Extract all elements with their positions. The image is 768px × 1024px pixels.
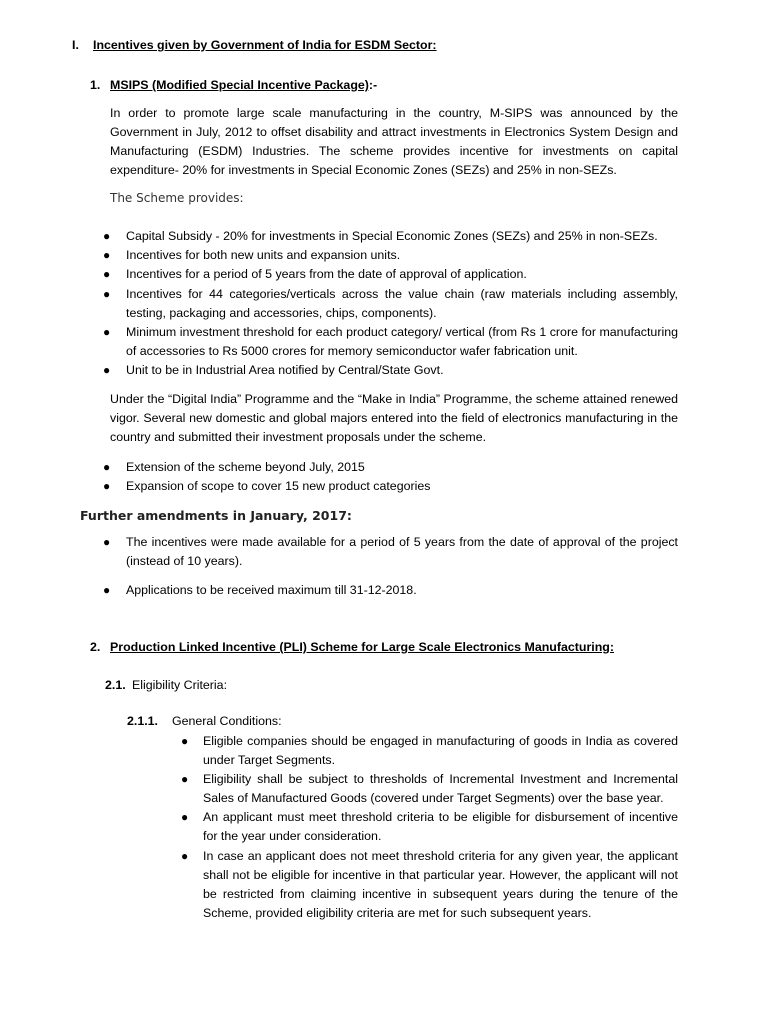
list-item: Incentives for a period of 5 years from the date of approval of application. [126,267,527,281]
bullet-icon: ● [103,229,111,243]
list-item: Applications to be received maximum till 31-12-2018. [126,583,417,597]
list-item: Eligible companies should be engaged in manufacturing of goods in India as covered under Target Segments. [203,734,678,767]
bullet-icon: ● [103,535,111,549]
bullet-icon: ● [103,267,111,281]
bullet-icon: ● [103,479,111,493]
msips-heading-row [110,76,377,95]
bullet-icon: ● [181,772,189,786]
bullet-icon: ● [103,325,111,339]
bullet-icon: ● [103,583,111,597]
bullet-icon: ● [103,460,111,474]
digital-india-paragraph: Under the “Digital India” Programme and the “Make in India” Programme, the scheme attained renewed vigor. Several new domestic and global majors entered into the field of electronics manufacturing in the country and submitted their investment proposals under the scheme. [110,392,678,444]
msips-heading: MSIPS (Modified Special Incentive Package) [110,78,369,92]
msips-intro: In order to promote large scale manufacturing in the country, M-SIPS was announced by the Government in July, 2012 to offset disability and attract investments in Electronics System Design and Manufacturing (ESDM) Industries. The scheme provides incentive for investments on capital expenditure- 20% for investments in Special Economic Zones (SEZs) and 25% in non-SEZs. [110,106,678,177]
section-heading: Incentives given by Government of India for ESDM Sector: [93,38,437,52]
bullet-icon: ● [181,734,189,748]
bullet-icon: ● [103,287,111,301]
list-item: Incentives for 44 categories/verticals across the value chain (raw materials including assembly, testing, packaging and accessories, chips, components). [126,287,678,320]
general-heading: General Conditions: [172,714,282,728]
pli-heading: Production Linked Incentive (PLI) Scheme for Large Scale Electronics Manufacturing: [110,640,614,654]
list-item: In case an applicant does not meet threshold criteria for any given year, the applicant shall not be eligible for incentive in that particular year. However, the applicant will not be restricted from claiming incentive in subsequent years during the tenure of the Scheme, provided eligibility criteria are met for such subsequent years. [203,849,678,920]
list-item: Unit to be in Industrial Area notified by Central/State Govt. [126,363,444,377]
eligibility-heading: Eligibility Criteria: [132,678,228,692]
msips-number: 1. [90,78,101,92]
list-item: Capital Subsidy - 20% for investments in Special Economic Zones (SEZs) and 25% in non-SEZs. [126,229,658,243]
list-item: Minimum investment threshold for each product category/ vertical (from Rs 1 crore for manufacturing of accessories to Rs 5000 crores for memory semiconductor wafer fabrication unit. [126,325,678,358]
list-item: An applicant must meet threshold criteria to be eligible for disbursement of incentive for the year under consideration. [203,810,678,843]
bullet-icon: ● [103,248,111,262]
provides-label: The Scheme provides: [110,191,244,205]
section-number: I. [72,38,79,52]
amendments-heading: Further amendments in January, 2017: [80,508,352,523]
pli-number: 2. [90,640,101,654]
bullet-icon: ● [103,363,111,377]
bullet-icon: ● [181,849,189,863]
general-number: 2.1.1. [127,714,159,728]
list-item: Incentives for both new units and expansion units. [126,248,401,262]
list-item: Expansion of scope to cover 15 new product categories [126,479,431,493]
bullet-icon: ● [181,810,189,824]
list-item: Eligibility shall be subject to thresholds of Incremental Investment and Incremental Sales of Manufactured Goods (covered under Target Segments) over the base year. [203,772,678,805]
list-item: Extension of the scheme beyond July, 2015 [126,460,365,474]
eligibility-number: 2.1. [105,678,126,692]
msips-heading-suffix: :- [368,78,378,92]
list-item: The incentives were made available for a period of 5 years from the date of approval of the project (instead of 10 years). [126,535,678,568]
